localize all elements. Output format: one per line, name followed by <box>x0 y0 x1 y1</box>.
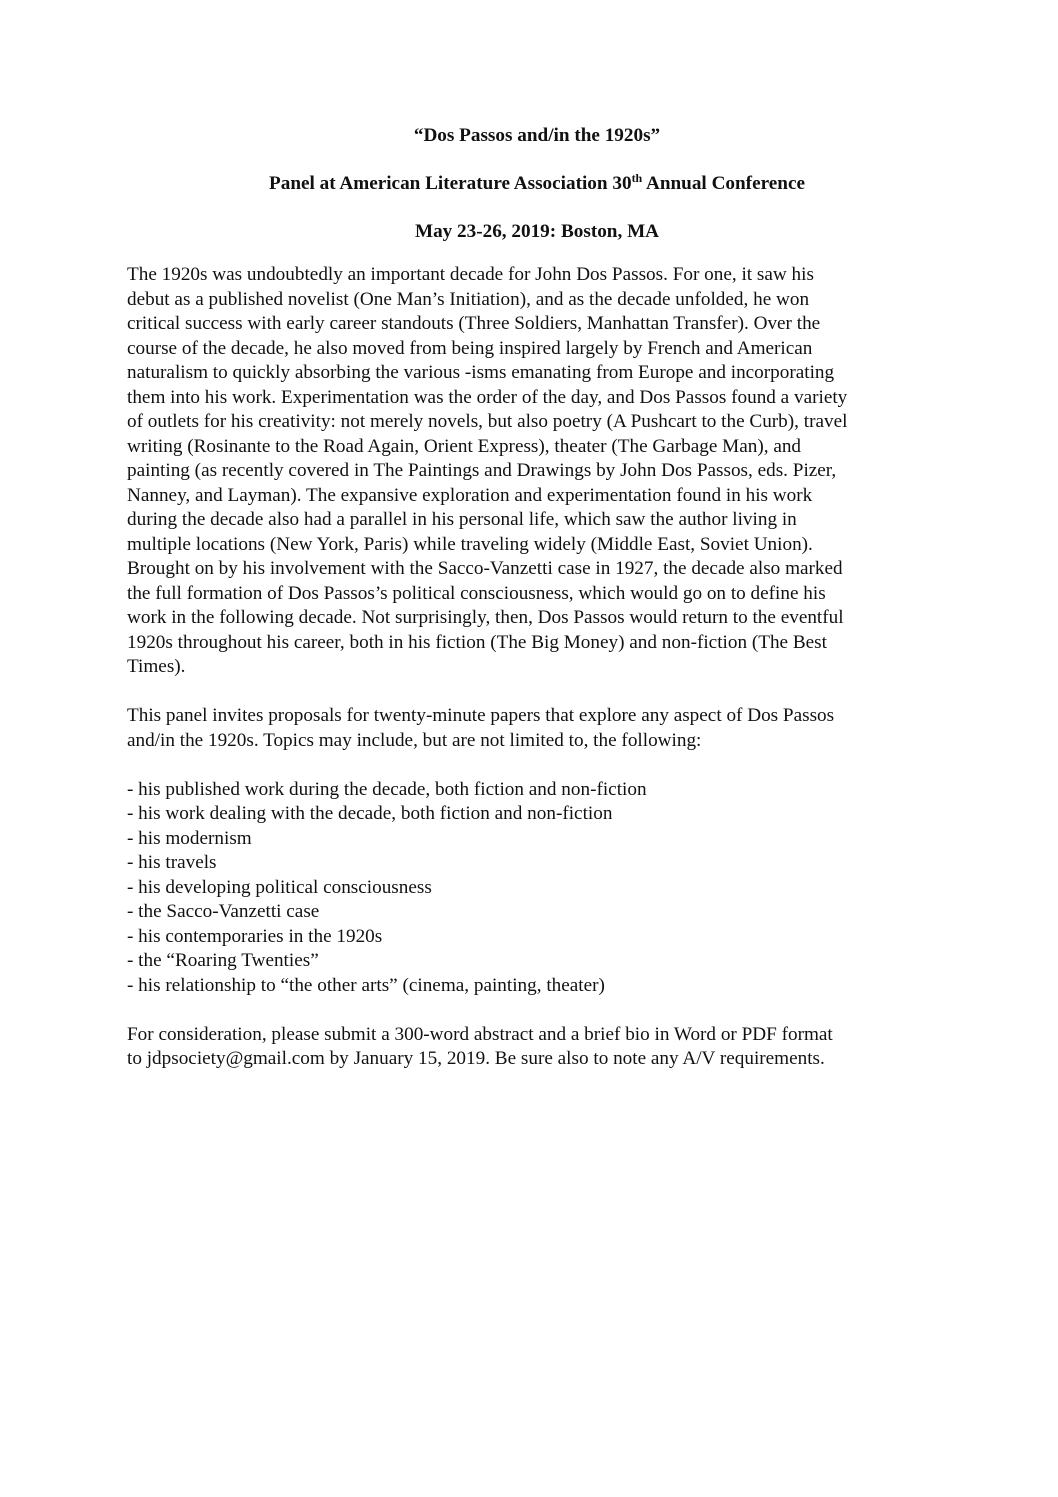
paragraph-line: of outlets for his creativity: not merely novels, but also poetry (A Pushcart to the Curb), travel <box>127 411 848 432</box>
paragraph-line: critical success with early career standouts (Three Soldiers, Manhattan Transfer). Over the <box>127 313 821 334</box>
date-location: May 23-26, 2019: Boston, MA <box>414 221 660 242</box>
paragraph-line: course of the decade, he also moved from being inspired largely by French and American <box>127 337 813 359</box>
call-paragraph <box>127 704 947 753</box>
list-item: - his work dealing with the decade, both fiction and non-fiction <box>127 803 613 824</box>
list-item: - his contemporaries in the 1920s <box>127 925 383 947</box>
list-item: - the “Roaring Twenties” <box>127 950 319 971</box>
paragraph-line: painting (as recently covered in The Paintings and Drawings by John Dos Passos, eds. Pizer, <box>127 460 837 481</box>
document-page <box>127 124 947 1096</box>
intro-paragraph <box>127 263 947 680</box>
subtitle-prefix: Panel at American Literature Association 30 <box>269 173 632 194</box>
document-subtitle <box>127 172 947 196</box>
paragraph-line: the full formation of Dos Passos’s political consciousness, which would go on to define his <box>127 582 826 604</box>
list-item: - the Sacco-Vanzetti case <box>127 901 320 922</box>
paragraph-line: For consideration, please submit a 300-word abstract and a brief bio in Word or PDF format <box>127 1023 833 1045</box>
paragraph-line: and/in the 1920s. Topics may include, but are not limited to, the following: <box>127 729 702 751</box>
paragraph-line: Nanney, and Layman). The expansive exploration and experimentation found in his work <box>127 484 813 506</box>
paragraph-line: to jdpsociety@gmail.com by January 15, 2019. Be sure also to note any A/V requirements. <box>127 1048 825 1069</box>
paragraph-line: 1920s throughout his career, both in his fiction (The Big Money) and non-fiction (The Best <box>127 631 827 653</box>
paragraph-line: work in the following decade. Not surprisingly, then, Dos Passos would return to the eventful <box>127 607 844 628</box>
subtitle-suffix: Annual Conference <box>642 173 805 194</box>
paragraph-line: writing (Rosinante to the Road Again, Orient Express), theater (The Garbage Man), and <box>127 435 802 457</box>
paragraph-line: multiple locations (New York, Paris) while traveling widely (Middle East, Soviet Union). <box>127 533 813 555</box>
list-item: - his developing political consciousness <box>127 876 432 898</box>
paragraph-line: during the decade also had a parallel in his personal life, which saw the author living in <box>127 509 797 530</box>
paragraph-line: This panel invites proposals for twenty-minute papers that explore any aspect of Dos Passos <box>127 705 835 726</box>
document-title: “Dos Passos and/in the 1920s” <box>413 125 661 146</box>
topics-list <box>127 778 947 999</box>
paragraph-line: Brought on by his involvement with the Sacco-Vanzetti case in 1927, the decade also marked <box>127 558 843 579</box>
list-item: - his modernism <box>127 827 252 849</box>
list-item: - his published work during the decade, both fiction and non-fiction <box>127 778 647 800</box>
list-item: - his relationship to “the other arts” (cinema, painting, theater) <box>127 974 605 996</box>
subtitle-ordinal-suffix: th <box>631 171 643 185</box>
submission-paragraph <box>127 1023 947 1072</box>
paragraph-line: debut as a published novelist (One Man’s Initiation), and as the decade unfolded, he won <box>127 288 810 310</box>
paragraph-line: The 1920s was undoubtedly an important decade for John Dos Passos. For one, it saw his <box>127 264 814 285</box>
paragraph-line: naturalism to quickly absorbing the various -isms emanating from Europe and incorporating <box>127 362 835 383</box>
paragraph-line: them into his work. Experimentation was the order of the day, and Dos Passos found a variety <box>127 386 848 408</box>
paragraph-line: Times). <box>127 656 186 677</box>
list-item: - his travels <box>127 852 217 873</box>
